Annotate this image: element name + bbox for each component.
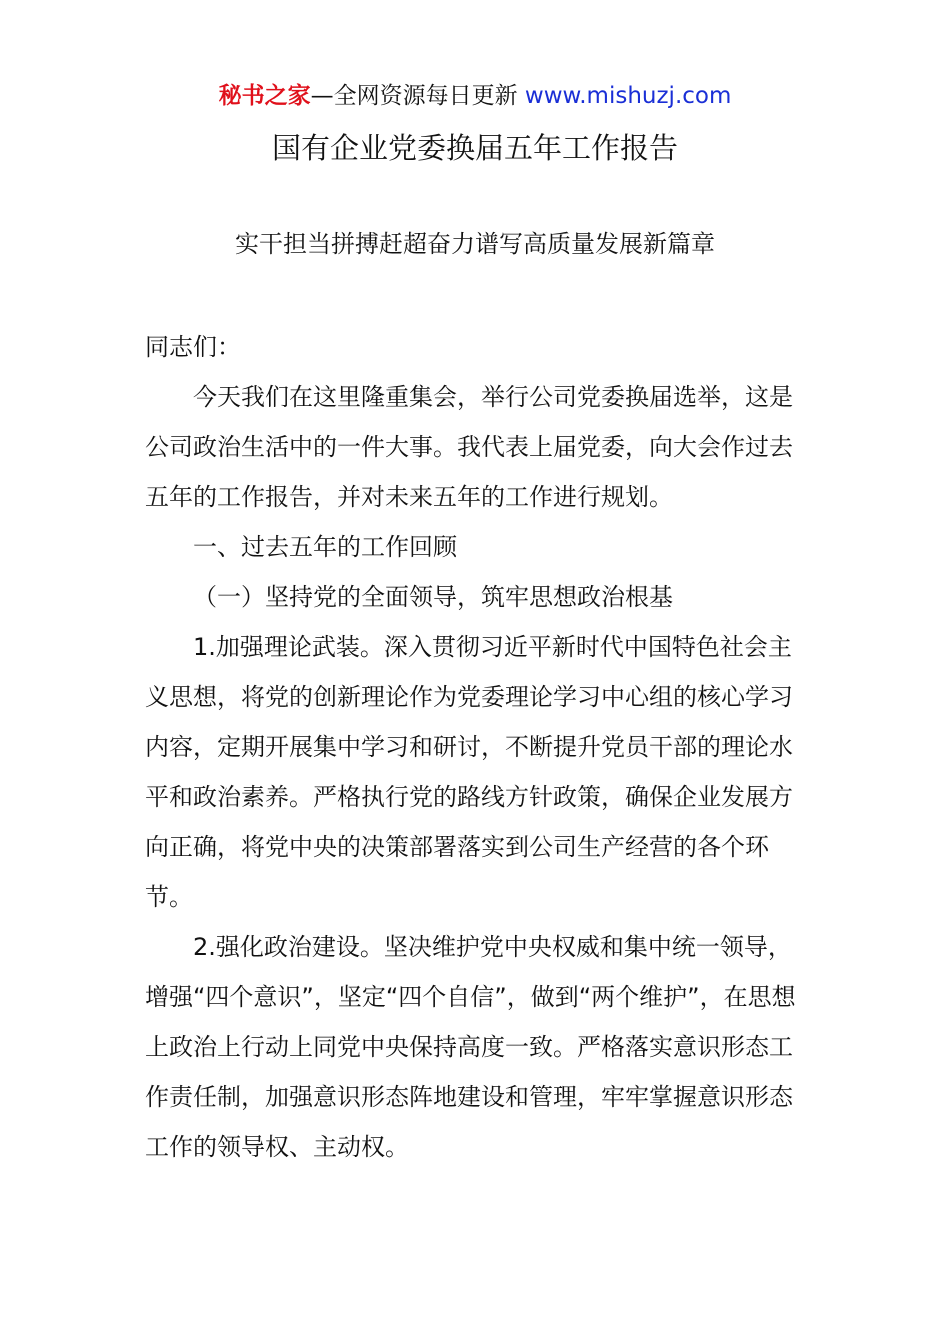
header-tagline: —全网资源每日更新	[310, 83, 525, 109]
salutation: 同志们：	[145, 333, 241, 361]
body-paragraph: 2.强化政治建设。坚决维护党中央权威和集中统一领导，增强“四个意识”，坚定“四个自信”，做到“两个维护”，在思想上政治上行动上同党中央保持高度一致。严格落实意识形态工作责任制，加强意识形态阵地建设和管理，牢牢掌握意识形态工作的领导权、主动权。	[145, 933, 796, 1161]
brand-name: 秘书之家	[218, 83, 311, 109]
subsection-heading: （一）坚持党的全面领导，筑牢思想政治根基	[193, 583, 673, 611]
document-title: 国有企业党委换届五年工作报告	[271, 131, 678, 165]
body-paragraph: 今天我们在这里隆重集会，举行公司党委换届选举，这是公司政治生活中的一件大事。我代表上届党委，向大会作过去五年的工作报告，并对未来五年的工作进行规划。	[145, 383, 793, 511]
document-body	[145, 322, 805, 1172]
body-paragraph: 1.加强理论武装。深入贯彻习近平新时代中国特色社会主义思想，将党的创新理论作为党委理论学习中心组的核心学习内容，定期开展集中学习和研讨，不断提升党员干部的理论水平和政治素养。严格执行党的路线方针政策，确保企业发展方向正确，将党中央的决策部署落实到公司生产经营的各个环节。	[145, 633, 793, 911]
section-heading: 一、过去五年的工作回顾	[193, 533, 457, 561]
site-url-link[interactable]: www.mishuzj.com	[524, 83, 732, 109]
document-subtitle: 实干担当拼搏赶超奋力谱写高质量发展新篇章	[235, 230, 715, 258]
site-header	[0, 80, 950, 112]
